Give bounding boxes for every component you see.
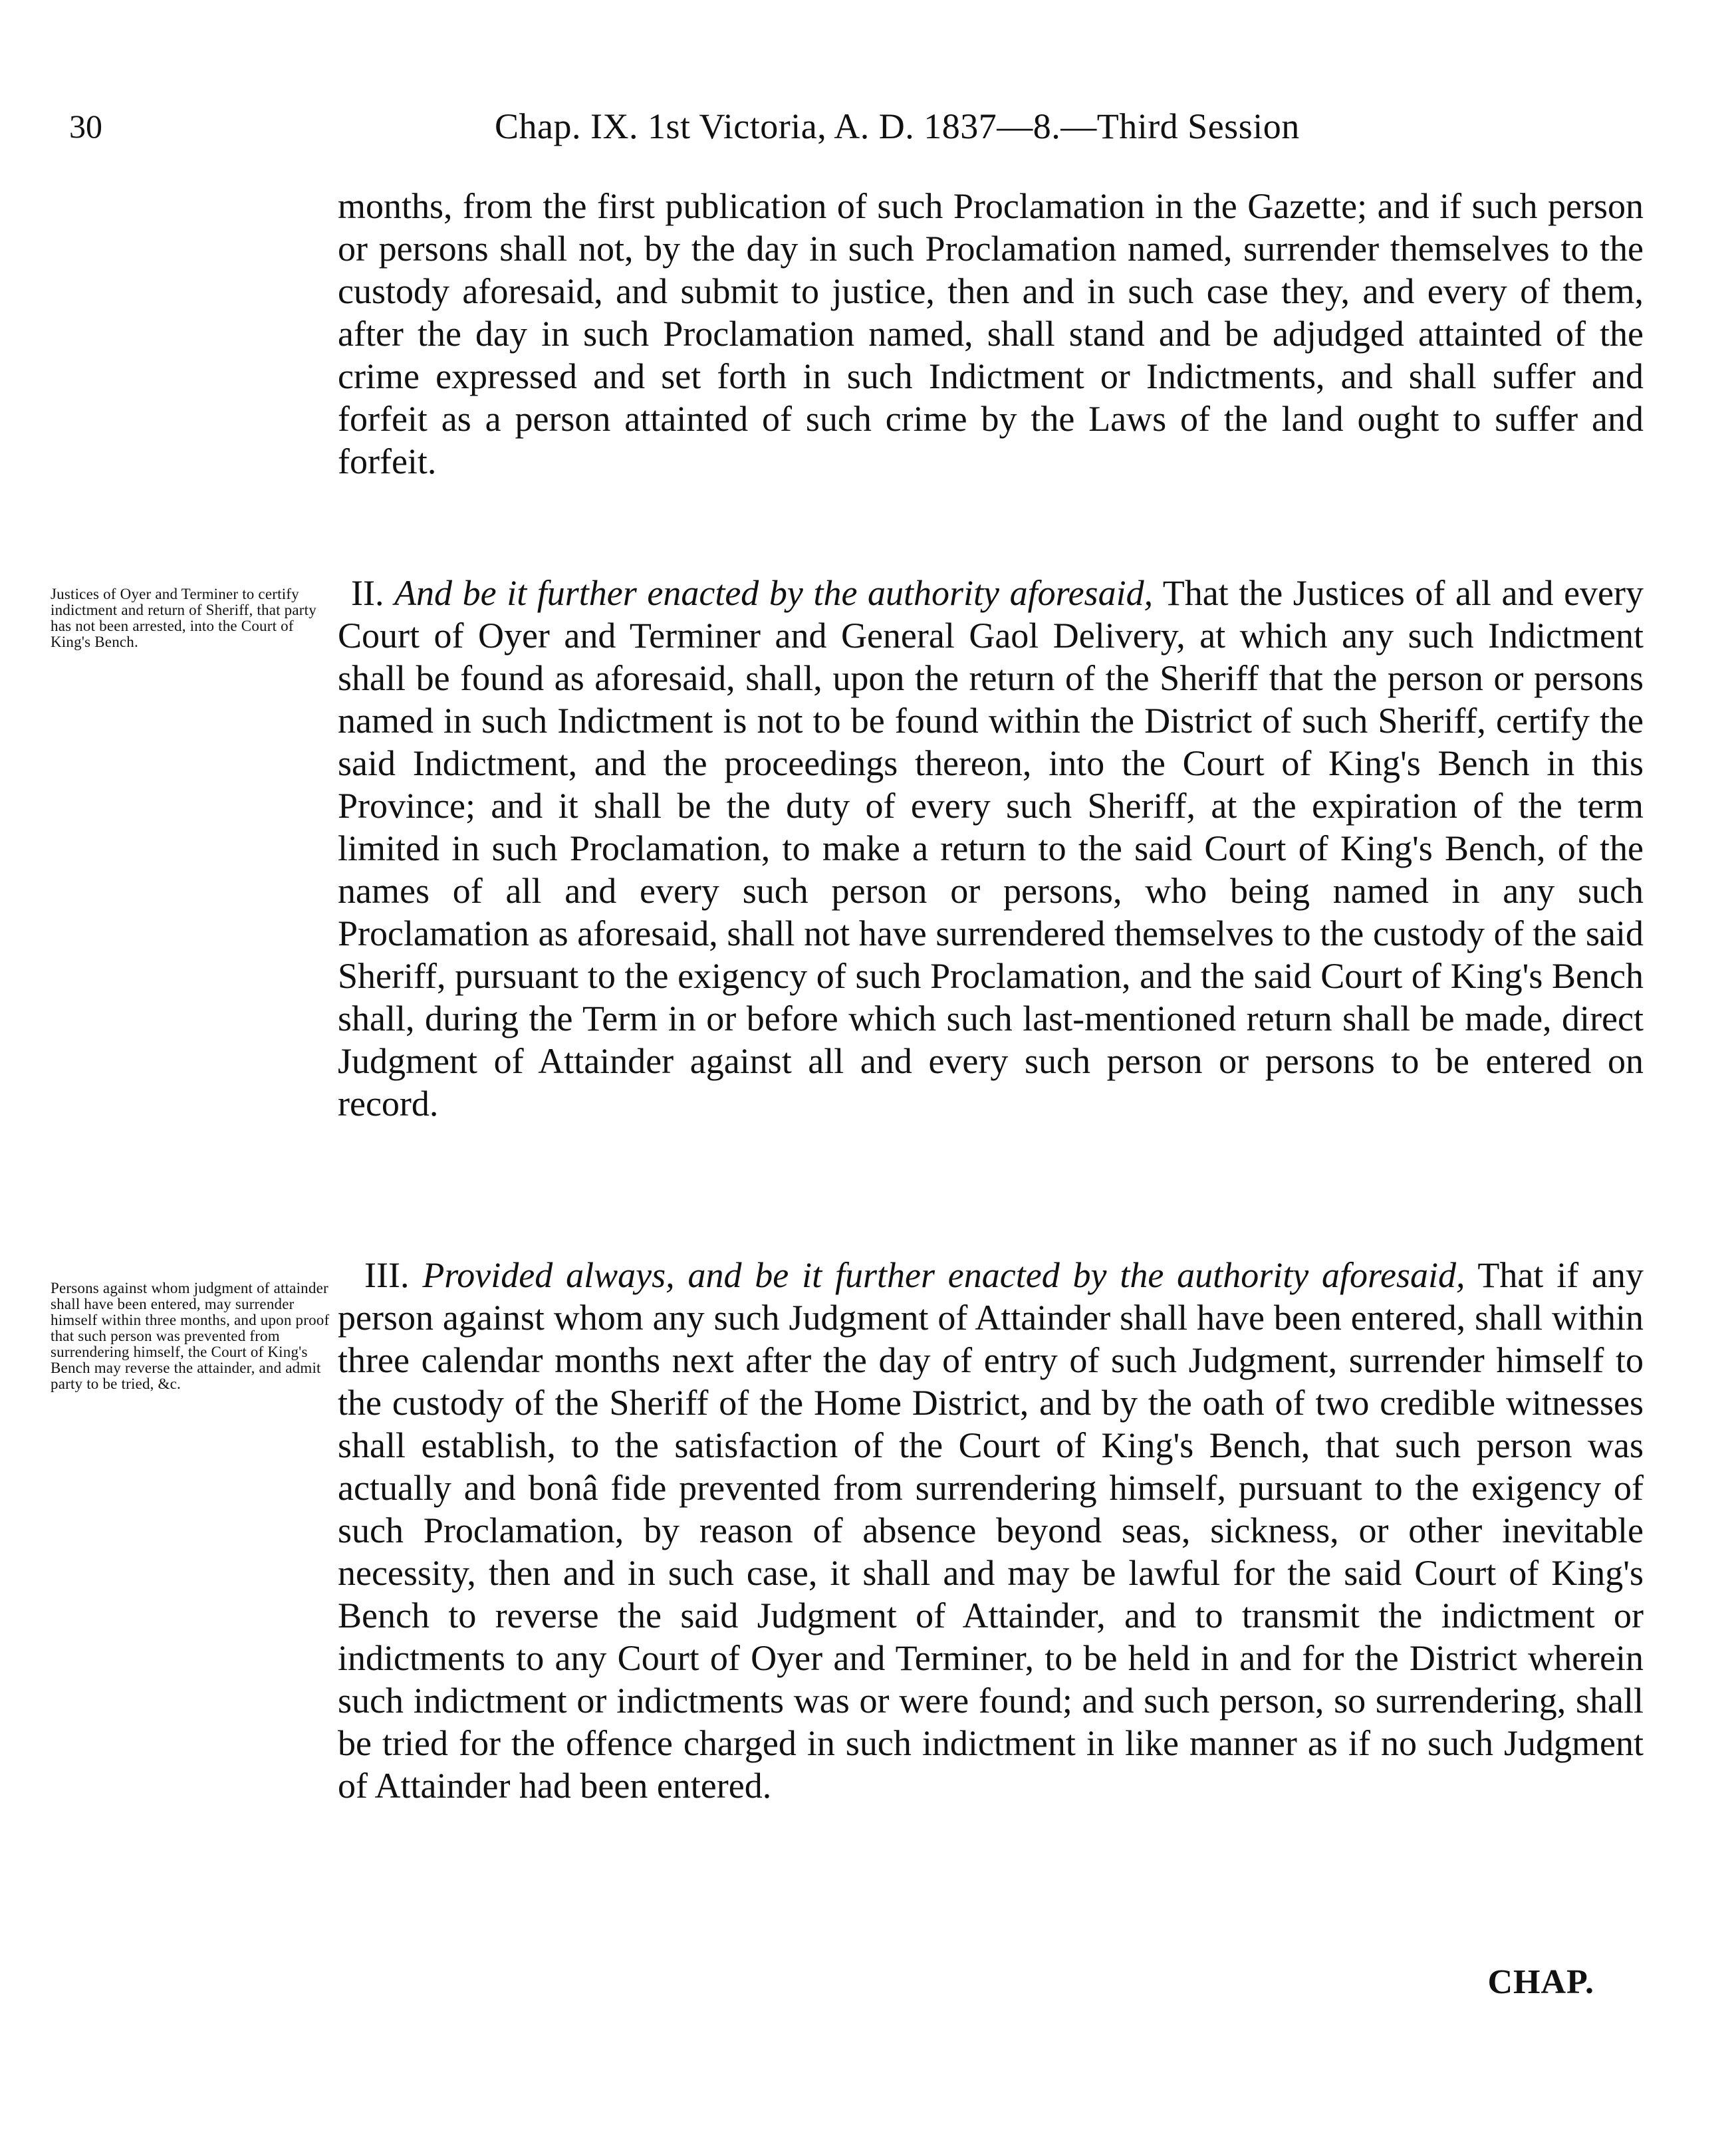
section-body: That if any person against whom any such Judgment of Attainder shall have been entered, shall within three calendar months next after the day of entry of such Judgment, surrender himself to the custody of the Sheriff of the Home District, and by the oath of two credible witnesses shall establish, to the satisfaction of the Court of King's Bench, that such person was actually and bonâ fide prevented from surrendering himself, pursuant to the exigency of such Proclamation, by reason of absence beyond seas, sickness, or other inevitable necessity, then and in such case, it shall and may be lawful for the said Court of King's Bench to reverse the said Judgment of Attainder, and to transmit the indictment or indictments to any Court of Oyer and Terminer, to be held in and for the District wherein such indictment or indictments was or were found; and such person, so surrendering, shall be tried for the offence charged in such indictment in like manner as if no such Judgment of Attainder had been entered.	[338, 1255, 1644, 1806]
catchword: CHAP.	[1487, 1963, 1594, 2001]
enacting-clause: Provided always, and be it further enacted by the authority aforesaid,	[422, 1255, 1465, 1295]
paragraph-continuation: months, from the first publication of such Proclamation in the Gazette; and if such person or persons shall not, by the day in such Proclamation named, surrender themselves to the custody aforesaid, and submit to justice, then and in such case they, and every of them, after the day in such Proclamation named, shall stand and be adjudged attainted of the crime expressed and set forth in such Indictment or Indictments, and shall suffer and forfeit as a person attainted of such crime by the Laws of the land ought to suffer and forfeit.	[338, 186, 1644, 481]
paragraph-section-2	[338, 572, 1644, 1125]
section-body: That the Justices of all and every Court of Oyer and Terminer and General Gaol Delivery, at which any such Indictment shall be found as aforesaid, shall, upon the return of the Sheriff that the person or persons named in such Indictment is not to be found within the District of such Sheriff, certify the said Indictment, and the proceedings thereon, into the Court of King's Bench in this Province; and it shall be the duty of every such Sheriff, at the expiration of the term limited in such Proclamation, to make a return to the said Court of King's Bench, of the names of all and every such person or persons, who being named in any such Proclamation as aforesaid, shall not have surrendered themselves to the custody of the said Sheriff, pursuant to the exigency of such Proclamation, and the said Court of King's Bench shall, during the Term in or before which such last-mentioned return shall be made, direct Judgment of Attainder against all and every such person or persons to be entered on record.	[338, 573, 1644, 1124]
section-number: III.	[364, 1255, 410, 1295]
enacting-clause: And be it further enacted by the authority aforesaid,	[394, 573, 1154, 613]
paragraph-section-3	[338, 1254, 1644, 1807]
page-header	[69, 100, 1652, 153]
marginal-note-section-2: Justices of Oyer and Terminer to certify indictment and return of Sheriff, that party has not been arrested, into the Court of King's Bench.	[51, 586, 316, 650]
page-number: 30	[69, 108, 102, 145]
marginal-note-section-3: Persons against whom judgment of attainder shall have been entered, may surrender himself within three months, and upon proof that such person was prevented from surrendering himself, the Court of King's Bench may reverse the attainder, and admit party to be tried, &c.	[51, 1280, 330, 1392]
running-head: Chap. IX. 1st Victoria, A. D. 1837—8.—Third Session	[495, 106, 1300, 146]
section-number: II.	[351, 573, 384, 613]
